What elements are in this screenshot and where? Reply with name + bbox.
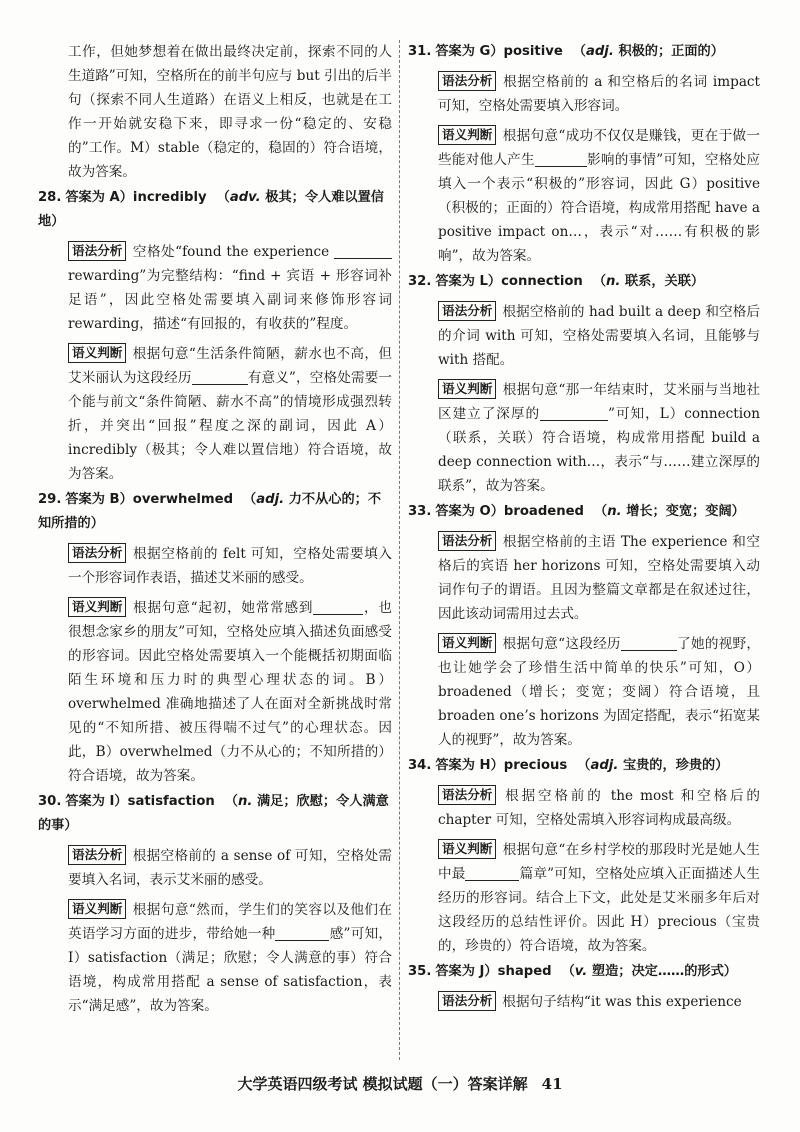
q31-grammar-text: 根据空格前的 a 和空格后的名词 impact 可知，空格处需要填入形容词。: [438, 74, 760, 114]
semantic-judgment-tag: 语义判断: [68, 597, 126, 617]
q31-heading: 31. 答案为 G）positive （adj. 积极的；正面的）: [408, 44, 724, 59]
question-33: [408, 500, 760, 752]
q34-grammar-text: 根据空格前的 the most 和空格后的 chapter 可知，空格处需填入形容词构成最高级。: [438, 788, 760, 828]
q30-grammar-text: 根据空格前的 a sense of 可知，空格处需要填入名词，表示艾米丽的感受。: [68, 848, 392, 888]
column-divider: [399, 40, 400, 1060]
q34-grammar: [438, 784, 760, 832]
q28-pos: adv.: [229, 190, 261, 205]
page-footer: [0, 1073, 800, 1094]
q31-semantic-text-b: 影响的事情”可知，空格处应填入一个表示“积极的”形容词，因此 G）positive（积极的；正面的）符合语境，构成常用搭配 have a positive impact on…，表示“对……有积极的影响”，故为答案。: [438, 152, 760, 264]
q35-meaning: 塑造；决定……的形式）: [591, 964, 737, 979]
q33-pos: n.: [607, 504, 622, 519]
q32-answer: 答案为 L）connection: [435, 274, 583, 289]
q34-number: 34.: [408, 758, 432, 773]
q32-number: 32.: [408, 274, 432, 289]
q29-answer: 答案为 B）overwhelmed: [65, 492, 234, 507]
q28-answer: 答案为 A）incredibly: [65, 190, 207, 205]
question-35: [408, 960, 760, 1014]
q28-heading: 28. 答案为 A）incredibly （adv. 极其；令人难以置信地）: [38, 190, 384, 229]
q33-heading: 33. 答案为 O）broadened （n. 增长；变宽；变阔）: [408, 504, 745, 519]
q32-semantic-text-b: ”可知，L）connection（联系，关联）符合语境，构成常用搭配 build a deep connection with…，表示“与……建立深厚的联系”，故为答案。: [438, 406, 760, 494]
q32-meaning: 联系，关联）: [625, 274, 705, 289]
q35-answer: 答案为 J）shaped: [435, 964, 552, 979]
q33-grammar: [438, 530, 760, 626]
q29-grammar: [68, 542, 392, 590]
q31-pos: adj.: [585, 44, 614, 59]
q29-grammar-text: 根据空格前的 felt 可知，空格处需要填入一个形容词作表语，描述艾米丽的感受。: [68, 546, 392, 586]
q32-heading: 32. 答案为 L）connection （n. 联系，关联）: [408, 274, 705, 289]
q34-pos: adj.: [590, 758, 619, 773]
q28-semantic-text-b: 有意义”，空格处需要一个能与前文“条件简陋、薪水不高”的情境形成强烈转折，并突出“回报”程度之深的副词，因此 A）incredibly（极其；令人难以置信地）符合语境，故为答案。: [68, 370, 393, 482]
answer-blank: [465, 866, 519, 881]
q31-meaning: 积极的；正面的）: [618, 44, 724, 59]
grammar-analysis-tag: 语法分析: [438, 531, 496, 551]
q33-grammar-text: 根据空格前的主语 The experience 和空格后的宾语 her horizons 可知，空格处需要填入动词作句子的谓语。且因为整篇文章都是在叙述过往，因此该动词需用过去式。: [438, 534, 760, 622]
q35-number: 35.: [408, 964, 432, 979]
question-30: [38, 790, 392, 1018]
q30-semantic-text-b: 感”可知，I）satisfaction（满足；欣慰；令人满意的事）符合语境，构成常用搭配 a sense of satisfaction，表示“满足感”，故为答案。: [68, 926, 393, 1014]
page-number: 41: [541, 1075, 563, 1093]
q29-number: 29.: [38, 492, 62, 507]
q33-meaning: 增长；变宽；变阔）: [626, 504, 745, 519]
q31-semantic-text-a: 根据句意“成功不仅仅是赚钱，更在于做一些能对他人产生: [438, 128, 760, 168]
grammar-analysis-tag: 语法分析: [68, 543, 126, 563]
semantic-judgment-tag: 语义判断: [68, 899, 126, 919]
q29-heading: 29. 答案为 B）overwhelmed （adj. 力不从心的；不知所措的）: [38, 492, 382, 531]
q28-grammar-text-a: 空格处“found the experience: [132, 244, 330, 260]
semantic-judgment-tag: 语义判断: [438, 633, 496, 653]
q32-semantic: [438, 378, 760, 498]
q30-grammar: [68, 844, 392, 892]
q32-grammar-text: 根据空格前的 had built a deep 和空格后的介词 with 可知，空格处需要填入名词，且能够与 with 搭配。: [438, 304, 760, 368]
q30-semantic: [68, 898, 392, 1018]
q35-grammar-text: 根据句子结构“it was this experience: [502, 994, 742, 1010]
q34-answer: 答案为 H）precious: [435, 758, 568, 773]
q35-heading: 35. 答案为 J）shaped （v. 塑造；决定……的形式）: [408, 964, 737, 979]
q33-semantic-text-b: 了她的视野，也让她学会了珍惜生活中简单的快乐”可知，O）broadened（增长；变宽；变阔）符合语境，且 broaden one’s horizons 为固定搭配，表示“拓宽某人的视野”，故为答案。: [438, 636, 761, 748]
q32-grammar: [438, 300, 760, 372]
answer-blank: [540, 406, 608, 421]
q28-grammar-text-b: rewarding”为完整结构：“find + 宾语 + 形容词补足语”，因此空格处需要填入副词来修饰形容词 rewarding，描述“有回报的，有收获的”程度。: [68, 268, 392, 332]
q29-meaning: 力不从心的；不知所措的）: [38, 492, 382, 531]
q29-semantic: [68, 596, 392, 788]
q34-semantic: [438, 838, 760, 958]
q30-number: 30.: [38, 794, 62, 809]
grammar-analysis-tag: 语法分析: [438, 991, 496, 1011]
q28-semantic: [68, 342, 392, 486]
q31-answer: 答案为 G）positive: [435, 44, 563, 59]
q34-semantic-text-b: 篇章”可知，空格处应填入正面描述人生经历的形容词。结合上下文，此处是艾米丽多年后对这段经历的总结性评价。因此 H）precious（宝贵的，珍贵的）符合语境，故为答案。: [438, 866, 760, 954]
q30-semantic-text-a: 根据句意“然而，学生们的笑容以及他们在英语学习方面的进步，带给她一种: [68, 902, 392, 942]
q33-answer: 答案为 O）broadened: [435, 504, 584, 519]
answer-blank: [313, 600, 363, 615]
answer-blank: [192, 370, 248, 385]
grammar-analysis-tag: 语法分析: [68, 845, 126, 865]
q27-continuation: 工作，但她梦想着在做出最终决定前，探索不同的人生道路”可知，空格所在的前半句应与 but 引出的后半句（探索不同人生道路）在语义上相反，也就是在工作一开始就安稳下来，即寻求一份“稳定的、安稳的”工作。M）stable（稳定的，稳固的）符合语境，故为答案。: [68, 44, 392, 180]
q30-meaning: 满足；欣慰；令人满意的事）: [38, 794, 389, 833]
answer-blank: [334, 244, 392, 259]
question-31: [408, 40, 760, 268]
question-29: [38, 488, 392, 788]
q30-answer: 答案为 I）satisfaction: [65, 794, 215, 809]
q28-number: 28.: [38, 190, 62, 205]
q34-heading: 34. 答案为 H）precious （adj. 宝贵的，珍贵的）: [408, 758, 729, 773]
q35-pos: v.: [574, 964, 588, 979]
question-32: [408, 270, 760, 498]
right-column: [408, 40, 760, 1014]
q29-semantic-text-a: 根据句意“起初，她常常感到: [132, 600, 314, 616]
grammar-analysis-tag: 语法分析: [438, 71, 496, 91]
q33-number: 33.: [408, 504, 432, 519]
q29-pos: adj.: [256, 492, 285, 507]
answer-blank: [275, 926, 329, 941]
q34-semantic-text-a: 根据句意“在乡村学校的那段时光是她人生中最: [438, 842, 760, 882]
q29-semantic-text-b: ，也很想念家乡的朋友”可知，空格处应填入描述负面感受的形容词。因此空格处需要填入一个能概括初期面临陌生环境和压力时的典型心理状态的词。B）overwhelmed 准确地描述了人在面对全新挑战时常见的“不知所措、被压得喘不过气”的心理状态。因此，B）overwhelmed（力不从心的；不知所措的）符合语境，故为答案。: [68, 600, 392, 784]
grammar-analysis-tag: 语法分析: [438, 785, 496, 805]
semantic-judgment-tag: 语义判断: [438, 839, 496, 859]
q35-grammar: [438, 990, 760, 1014]
answer-blank: [535, 152, 587, 167]
q31-number: 31.: [408, 44, 432, 59]
footer-title: 大学英语四级考试 模拟试题（一）答案详解: [237, 1075, 528, 1093]
q32-semantic-text-a: 根据句意“那一年结束时，艾米丽与当地社区建立了深厚的: [438, 382, 760, 422]
q30-heading: 30. 答案为 I）satisfaction （n. 满足；欣慰；令人满意的事）: [38, 794, 389, 833]
q28-semantic-text-a: 根据句意“生活条件简陋，薪水也不高，但艾米丽认为这段经历: [68, 346, 392, 386]
semantic-judgment-tag: 语义判断: [438, 125, 496, 145]
semantic-judgment-tag: 语义判断: [68, 343, 126, 363]
left-column: [38, 40, 392, 1018]
q31-semantic: [438, 124, 760, 268]
answer-blank: [621, 636, 677, 651]
q28-meaning: 极其；令人难以置信地: [38, 190, 384, 229]
question-28: [38, 186, 392, 486]
grammar-analysis-tag: 语法分析: [438, 301, 496, 321]
q33-semantic: [438, 632, 760, 752]
semantic-judgment-tag: 语义判断: [438, 379, 496, 399]
question-34: [408, 754, 760, 958]
q32-pos: n.: [606, 274, 621, 289]
q28-grammar: [68, 240, 392, 336]
q31-grammar: [438, 70, 760, 118]
q30-pos: n.: [237, 794, 253, 809]
q33-semantic-text-a: 根据句意“这段经历: [502, 636, 621, 652]
q34-meaning: 宝贵的，珍贵的）: [622, 758, 729, 773]
grammar-analysis-tag: 语法分析: [68, 241, 126, 261]
